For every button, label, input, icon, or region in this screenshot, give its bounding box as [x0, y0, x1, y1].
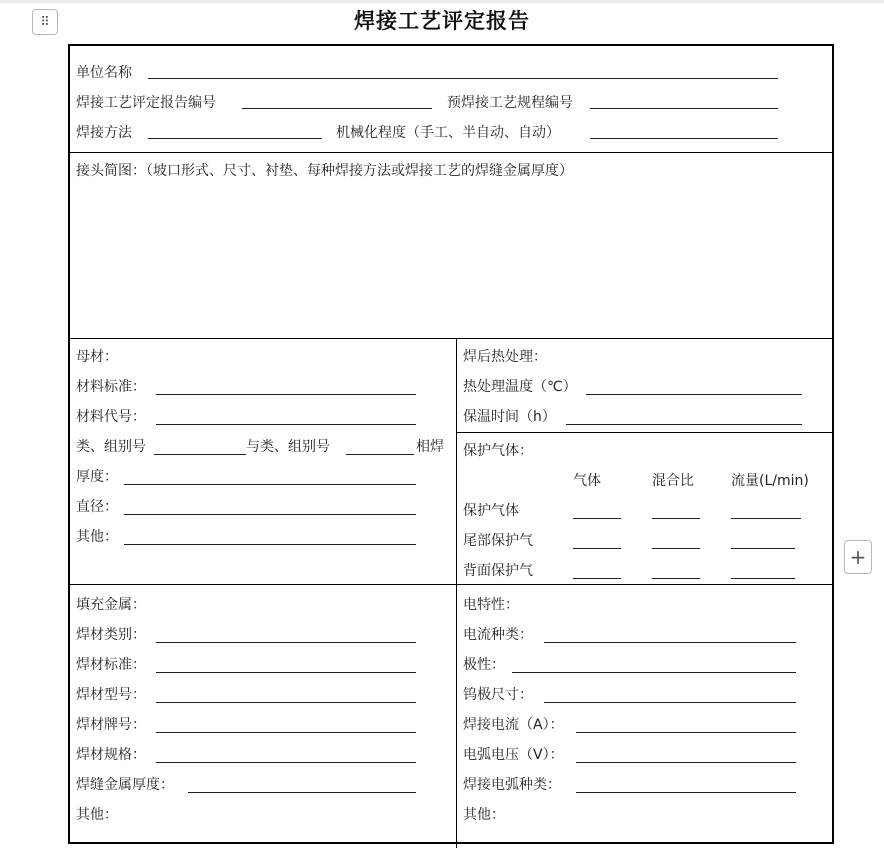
- arc-voltage-label: 电弧电压（V）：: [463, 747, 564, 763]
- divider-pwht: [456, 432, 832, 433]
- with-group-label: 与类、组别号: [246, 439, 330, 455]
- arc-voltage-field[interactable]: [576, 762, 796, 763]
- polarity-label: 极性：: [463, 657, 505, 673]
- company-field[interactable]: [148, 78, 778, 79]
- drag-handle-icon[interactable]: ⠿: [32, 9, 58, 35]
- filler-type-label: 焊材型号：: [76, 687, 146, 703]
- gas-column-header: 气体: [573, 473, 601, 489]
- current-type-label: 电流种类：: [463, 627, 533, 643]
- base-metal-heading: 母材：: [76, 349, 118, 365]
- thickness-label: 厚度：: [76, 469, 118, 485]
- gas-row-flow-field[interactable]: [731, 518, 801, 519]
- diameter-field[interactable]: [124, 514, 416, 515]
- with-group-field[interactable]: [346, 454, 414, 455]
- pwht-heading: 焊后热处理：: [463, 349, 547, 365]
- backing-mix-field[interactable]: [652, 578, 700, 579]
- polarity-field[interactable]: [512, 672, 796, 673]
- shielding-gas-heading: 保护气体：: [463, 443, 533, 459]
- weld-metal-thickness-field[interactable]: [188, 792, 416, 793]
- current-type-field[interactable]: [544, 642, 796, 643]
- arc-type-label: 焊接电弧种类：: [463, 777, 561, 793]
- group-field[interactable]: [154, 454, 246, 455]
- divider-header: [70, 152, 832, 153]
- holding-time-field[interactable]: [566, 424, 802, 425]
- tungsten-size-field[interactable]: [544, 702, 796, 703]
- gas-row-label: 保护气体: [463, 503, 519, 519]
- plus-icon[interactable]: +: [844, 540, 872, 574]
- flow-rate-column-header: 流量(L/min): [731, 473, 809, 489]
- method-label: 焊接方法: [76, 125, 132, 141]
- base-other-label: 其他：: [76, 529, 118, 545]
- material-standard-field[interactable]: [156, 394, 416, 395]
- pwht-temperature-label: 热处理温度（℃）: [463, 379, 577, 395]
- material-standard-label: 材料标准：: [76, 379, 146, 395]
- joint-sketch-label: 接头简图：（坡口形式、尺寸、衬垫、每种焊接方法或焊接工艺的焊缝金属厚度）: [76, 163, 573, 179]
- backing-flow-field[interactable]: [731, 578, 795, 579]
- tungsten-size-label: 钨极尺寸：: [463, 687, 533, 703]
- welding-current-field[interactable]: [576, 732, 796, 733]
- filler-metal-heading: 填充金属：: [76, 597, 146, 613]
- divider-joint: [70, 338, 832, 339]
- weld-metal-thickness-label: 焊缝金属厚度：: [76, 777, 174, 793]
- method-field[interactable]: [148, 138, 322, 139]
- pwps-no-field[interactable]: [590, 108, 778, 109]
- report-no-field[interactable]: [242, 108, 432, 109]
- material-code-label: 材料代号：: [76, 409, 146, 425]
- mechanization-label: 机械化程度（手工、半自动、自动）: [336, 125, 560, 141]
- filler-standard-field[interactable]: [156, 672, 416, 673]
- gas-row-mix-field[interactable]: [652, 518, 700, 519]
- trailing-flow-field[interactable]: [731, 548, 795, 549]
- report-no-label: 焊接工艺评定报告编号: [76, 95, 216, 111]
- trailing-mix-field[interactable]: [652, 548, 700, 549]
- arc-type-field[interactable]: [576, 792, 796, 793]
- mechanization-field[interactable]: [590, 138, 778, 139]
- base-other-field[interactable]: [124, 544, 416, 545]
- filler-category-label: 焊材类别：: [76, 627, 146, 643]
- divider-columns: [456, 338, 457, 848]
- diameter-label: 直径：: [76, 499, 118, 515]
- welding-current-label: 焊接电流（A）：: [463, 717, 564, 733]
- divider-materials: [70, 584, 832, 585]
- filler-category-field[interactable]: [156, 642, 416, 643]
- material-code-field[interactable]: [156, 424, 416, 425]
- holding-time-label: 保温时间（h）: [463, 409, 556, 425]
- mix-ratio-column-header: 混合比: [652, 473, 694, 489]
- gas-row-gas-field[interactable]: [573, 518, 621, 519]
- weld-to-label: 相焊: [416, 439, 444, 455]
- electrical-other-label: 其他：: [463, 807, 505, 823]
- group-label: 类、组别号: [76, 439, 146, 455]
- report-form: [68, 44, 834, 844]
- filler-other-label: 其他：: [76, 807, 118, 823]
- pwht-temperature-field[interactable]: [586, 394, 802, 395]
- filler-standard-label: 焊材标准：: [76, 657, 146, 673]
- pwps-no-label: 预焊接工艺规程编号: [447, 95, 573, 111]
- trailing-gas-row-label: 尾部保护气: [463, 533, 533, 549]
- top-divider: [0, 0, 884, 3]
- backing-gas-field[interactable]: [573, 578, 621, 579]
- company-label: 单位名称: [76, 65, 132, 81]
- electrical-heading: 电特性：: [463, 597, 519, 613]
- filler-brand-field[interactable]: [156, 732, 416, 733]
- backing-gas-row-label: 背面保护气: [463, 563, 533, 579]
- document-title: 焊接工艺评定报告: [354, 8, 530, 33]
- filler-size-field[interactable]: [156, 762, 416, 763]
- thickness-field[interactable]: [124, 484, 416, 485]
- filler-brand-label: 焊材牌号：: [76, 717, 146, 733]
- filler-type-field[interactable]: [156, 702, 416, 703]
- trailing-gas-field[interactable]: [573, 548, 621, 549]
- filler-size-label: 焊材规格：: [76, 747, 146, 763]
